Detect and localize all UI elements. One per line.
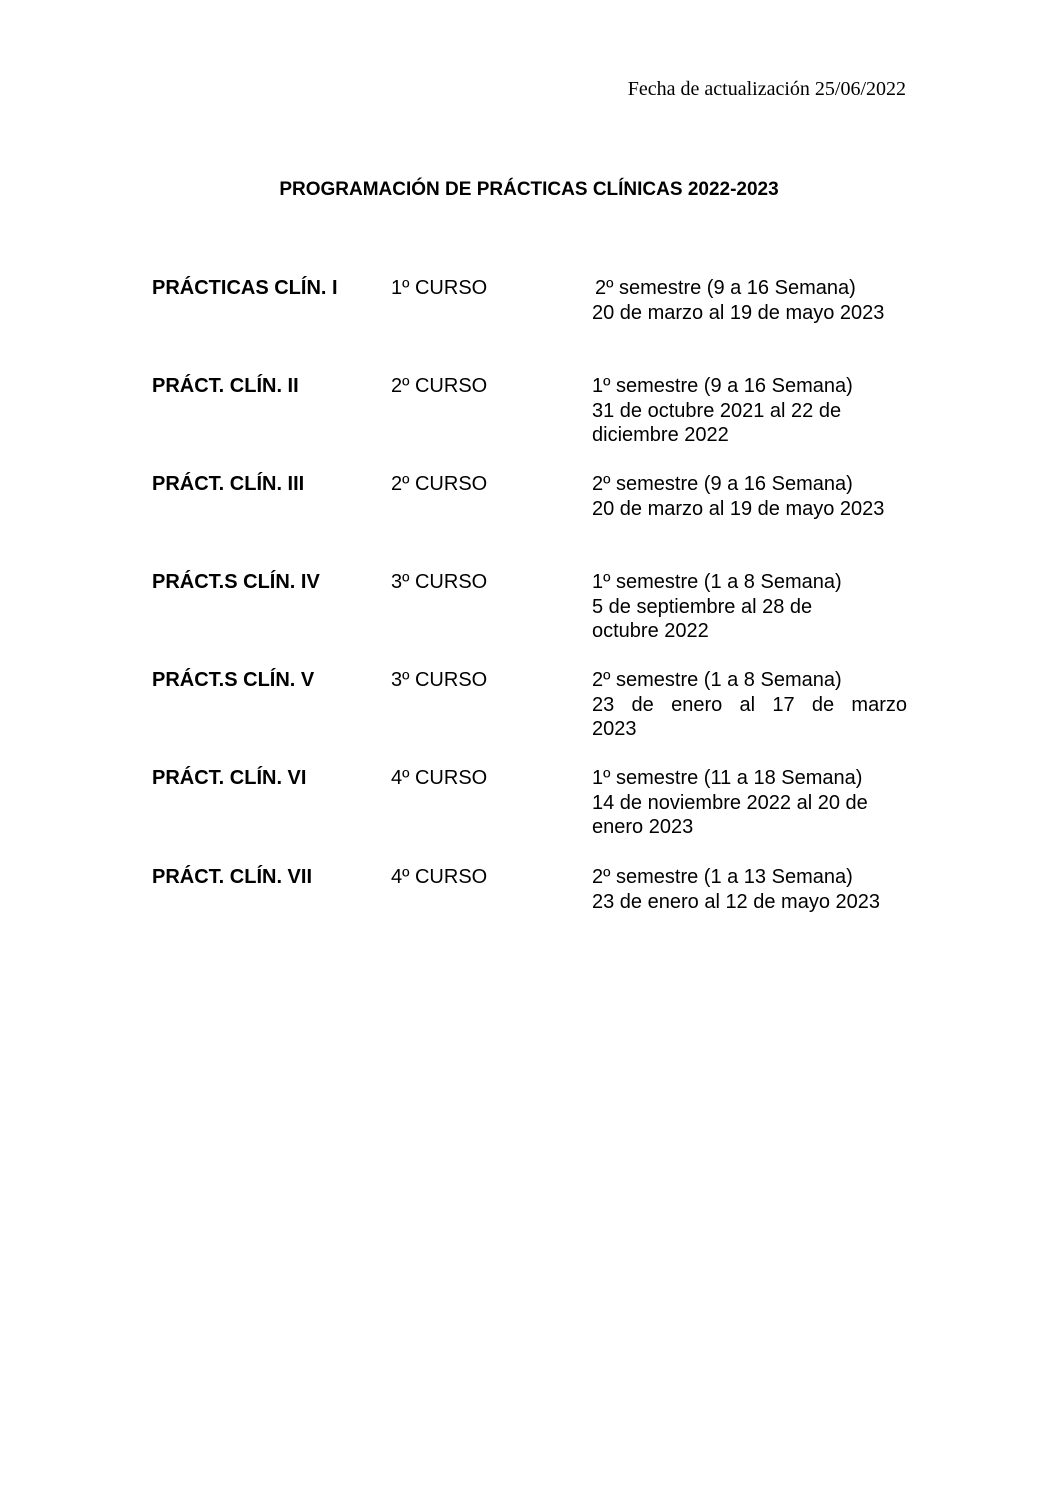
period-dates-continued: octubre 2022 bbox=[592, 620, 709, 642]
subject-name: PRÁCT.S CLÍN. V bbox=[152, 669, 315, 691]
course-year: 2º CURSO bbox=[391, 473, 488, 495]
period-semester: 1º semestre (9 a 16 Semana) bbox=[592, 375, 853, 397]
subject-name: PRÁCTICAS CLÍN. I bbox=[152, 277, 338, 299]
period-dates: 5 de septiembre al 28 de bbox=[592, 595, 813, 618]
period-semester: 1º semestre (11 a 18 Semana) bbox=[592, 767, 863, 789]
period-dates: 23 de enero al 12 de mayo 2023 bbox=[592, 890, 880, 913]
period-dates: 20 de marzo al 19 de mayo 2023 bbox=[592, 301, 885, 324]
period-info bbox=[592, 374, 907, 448]
course-year: 2º CURSO bbox=[391, 375, 488, 397]
course-year: 4º CURSO bbox=[391, 767, 488, 789]
period-semester: 2º semestre (9 a 16 Semana) bbox=[592, 473, 853, 495]
period-semester: 2º semestre (9 a 16 Semana) bbox=[595, 277, 856, 299]
subject-name: PRÁCT.S CLÍN. IV bbox=[152, 571, 320, 593]
course-year: 4º CURSO bbox=[391, 866, 488, 888]
update-date: Fecha de actualización 25/06/2022 bbox=[627, 78, 906, 100]
course-year: 1º CURSO bbox=[391, 277, 488, 299]
period-semester: 2º semestre (1 a 13 Semana) bbox=[592, 866, 853, 888]
period-dates: 14 de noviembre 2022 al 20 de bbox=[592, 791, 868, 814]
period-dates-continued: 2023 bbox=[592, 718, 637, 740]
period-info bbox=[592, 865, 907, 914]
subject-name: PRÁCT. CLÍN. II bbox=[152, 375, 299, 397]
course-year: 3º CURSO bbox=[391, 669, 488, 691]
subject-name: PRÁCT. CLÍN. VI bbox=[152, 767, 307, 789]
subject-name: PRÁCT. CLÍN. III bbox=[152, 473, 305, 495]
period-info bbox=[592, 276, 910, 325]
period-info bbox=[592, 668, 907, 742]
period-dates: 31 de octubre 2021 al 22 de bbox=[592, 399, 842, 422]
subject-name: PRÁCT. CLÍN. VII bbox=[152, 866, 313, 888]
period-dates: 23 de enero al 17 de marzo bbox=[592, 693, 907, 716]
period-semester: 1º semestre (1 a 8 Semana) bbox=[592, 571, 842, 593]
page-title: PROGRAMACIÓN DE PRÁCTICAS CLÍNICAS 2022-2023 bbox=[279, 179, 779, 200]
period-dates-continued: enero 2023 bbox=[592, 816, 694, 838]
course-year: 3º CURSO bbox=[391, 571, 488, 593]
period-info bbox=[592, 472, 907, 521]
period-dates: 20 de marzo al 19 de mayo 2023 bbox=[592, 497, 885, 520]
period-semester: 2º semestre (1 a 8 Semana) bbox=[592, 669, 842, 691]
period-info bbox=[592, 766, 907, 840]
period-dates-continued: diciembre 2022 bbox=[592, 424, 729, 446]
period-info bbox=[592, 570, 907, 644]
